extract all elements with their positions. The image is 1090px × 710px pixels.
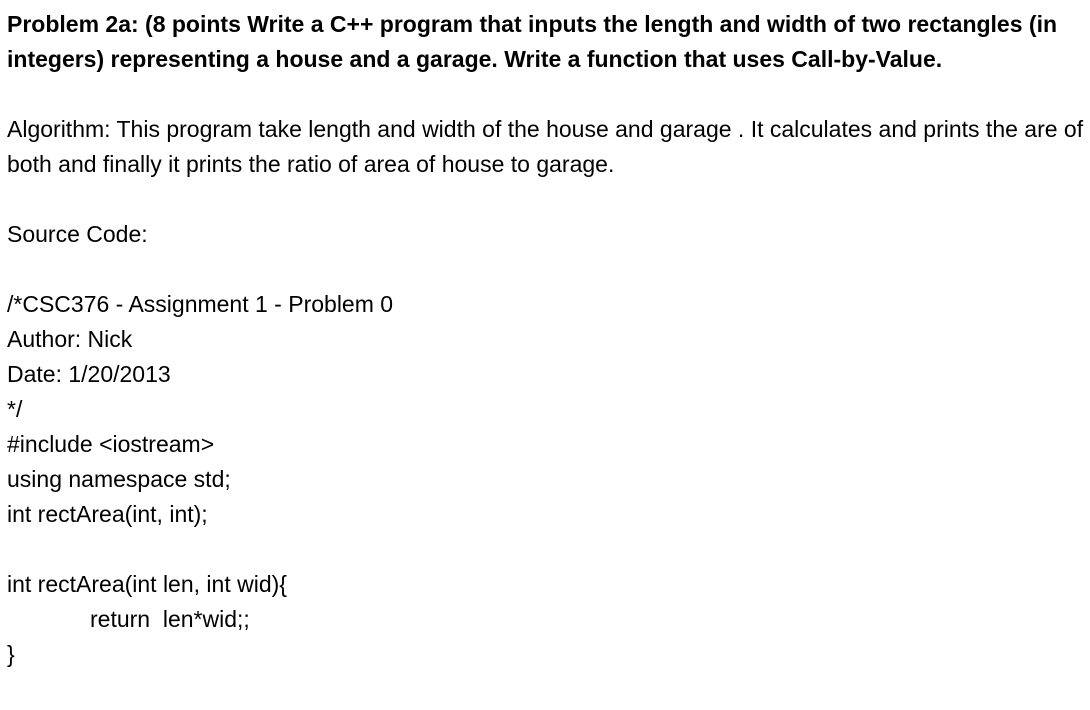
- source-code-label: Source Code:: [7, 221, 148, 247]
- code-include: #include <iostream>: [7, 431, 215, 457]
- code-date: Date: 1/20/2013: [7, 361, 171, 387]
- algorithm-description: Algorithm: This program take length and width of the house and garage . It calculates and prints the are of both and finally it prints the ratio of area of house to garage.: [7, 116, 1084, 177]
- code-func-close: }: [7, 641, 15, 667]
- spacer: [7, 532, 1087, 567]
- code-using: using namespace std;: [7, 466, 231, 492]
- spacer: [7, 77, 1087, 112]
- code-func-signature: int rectArea(int len, int wid){: [7, 571, 287, 597]
- code-author: Author: Nick: [7, 326, 133, 352]
- code-func-return: return len*wid;;: [90, 606, 250, 632]
- code-prototype: int rectArea(int, int);: [7, 501, 208, 527]
- code-comment-close: */: [7, 396, 23, 422]
- code-comment-open: /*CSC376 - Assignment 1 - Problem 0: [7, 291, 394, 317]
- spacer: [7, 252, 1087, 287]
- problem-title: Problem 2a: (8 points Write a C++ program that inputs the length and width of two rectangles (in integers) representing a house and a garage. Write a function that uses Call-by-Value.: [7, 11, 1058, 72]
- spacer: [7, 182, 1087, 217]
- document-page: [7, 7, 1087, 672]
- source-code-block: [7, 287, 1087, 672]
